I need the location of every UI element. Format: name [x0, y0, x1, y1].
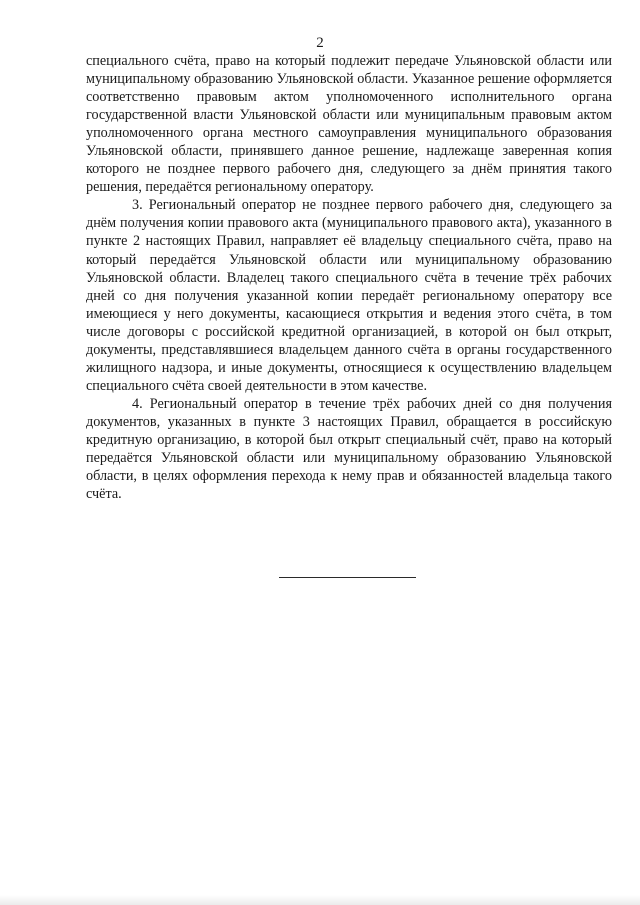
closing-separator-line [279, 577, 416, 578]
paragraph-item-4: 4. Региональный оператор в течение трёх рабочих дней со дня получения документов, указанных в пункте 3 настоящих Правил, обращается в российскую кредитную организацию, в которой был открыт специальный счёт, право на который передаётся Ульяновской области или муниципальному образованию Ульяновской области, в целях оформления перехода к нему прав и обязанностей владельца такого счёта. [86, 395, 612, 503]
scan-bottom-edge [0, 895, 640, 905]
document-body [86, 52, 612, 503]
paragraph-continuation: специального счёта, право на который подлежит передаче Ульяновской области или муниципальному образованию Ульяновской области. Указанное решение оформляется соответственно правовым актом уполномоченного исполнительного органа государственной власти Ульяновской области или муниципальным правовым актом уполномоченного органа местного самоуправления муниципального образования Ульяновской области, принявшего данное решение, надлежаще заверенная копия которого не позднее первого рабочего дня, следующего за днём принятия такого решения, передаётся региональному оператору. [86, 53, 612, 196]
page-number: 2 [316, 35, 324, 51]
paragraph-item-3: 3. Региональный оператор не позднее первого рабочего дня, следующего за днём получения копии правового акта (муниципального правового акта), указанного в пункте 2 настоящих Правил, направляет её владельцу специального счёта, право на который передаётся Ульяновской области или муниципальному образованию Ульяновской области. Владелец такого специального счёта в течение трёх рабочих дней со дня получения указанной копии передаёт региональному оператору все имеющиеся у него документы, касающиеся открытия и ведения этого счёта, в том числе договоры с российской кредитной организацией, в которой он был открыт, документы, представлявшиеся владельцем данного счёта в органы государственного жилищного надзора, и иные документы, относящиеся к осуществлению владельцем специального счёта своей деятельности в этом качестве. [86, 197, 612, 394]
